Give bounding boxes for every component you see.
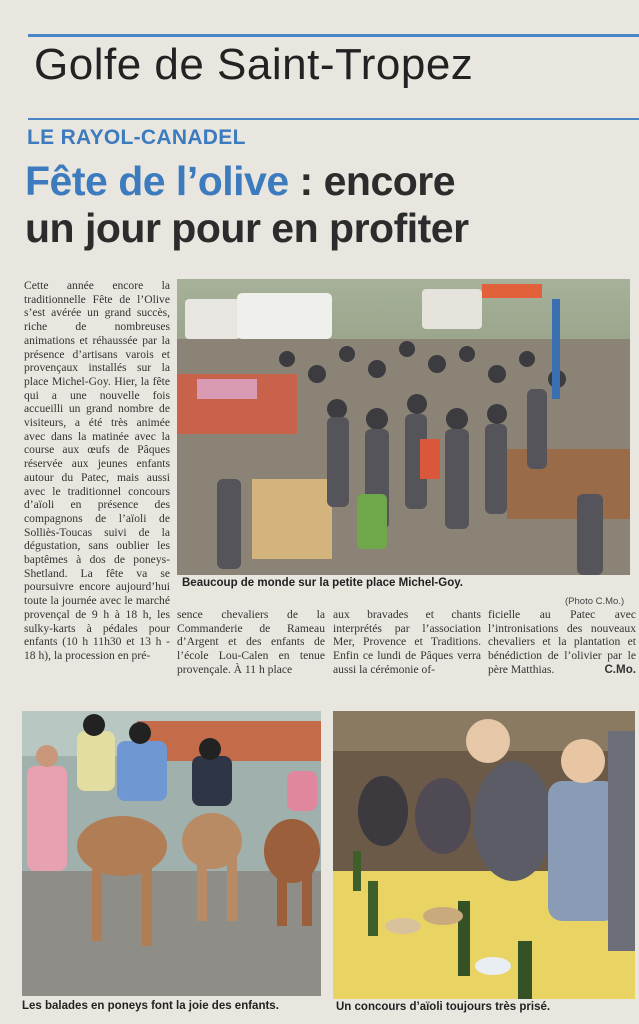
article-headline [25, 158, 469, 252]
headline-part2: : encore [288, 158, 456, 204]
article-body-col4 [488, 608, 636, 677]
aioli-photo-caption: Un concours d’aïoli toujours très prisé. [336, 1001, 551, 1013]
market-photo-graphic [177, 279, 630, 575]
ponies-photo [22, 711, 321, 996]
article-body-col2: sence chevaliers de la Commanderie de Rameau d’Argent et des enfants de l’école Lou-Calen en tenue provençale. À 11 h place [177, 608, 325, 676]
ponies-photo-graphic [22, 711, 321, 996]
article-body-col1: Cette année encore la traditionnelle Fête de l’Olive s’est avérée un grand succès, riche de nombreuses animations et réhaussée par la présence d’artisans varois et provençaux installés sur la place Michel-Goy. Hier, la fête qui a une nouvelle fois accueilli un grand nombre de visiteurs, a été très animée avec dans la matinée avec la course aux œufs de Pâques réservée aux jeunes enfants autour du Patec, mais aussi avec le traditionnel concours d’aïoli en présence des compagnons de l’aïoli de Solliès-Toucas suivi de la dégustation, sans oublier les baptêmes à dos de poneys-Shetland. La fête va se poursuivre encore aujourd’hui toute la journée avec le marché provençal de 9 h à 18 h, les sulky-karts à pédales pour enfants (10 h 11h30 et 13 h - 18 h), la procession en pré- [24, 279, 170, 662]
header-rule [28, 34, 639, 37]
article-signature: C.Mo. [604, 662, 636, 676]
kicker-rule [28, 118, 639, 120]
headline-part1: Fête de l’olive [25, 158, 289, 204]
market-photo [177, 279, 630, 575]
ponies-photo-caption: Les balades en poneys font la joie des enfants. [22, 1000, 279, 1012]
market-photo-caption: Beaucoup de monde sur la petite place Michel-Goy. [182, 577, 463, 589]
article-kicker: LE RAYOL-CANADEL [27, 126, 246, 149]
market-photo-credit: (Photo C.Mo.) [565, 596, 625, 607]
aioli-photo-graphic [333, 711, 635, 999]
article-body-col3: aux bravades et chants interprétés par l’association Mer, Provence et Traditions. Enfin ce lundi de Pâques verra aussi la cérémonie of- [333, 608, 481, 676]
aioli-photo [333, 711, 635, 999]
article-body-col4-text: ficielle au Patec avec l’intronisations des nouveaux chevaliers et la plantation et bénédiction de l’olivier par le père Matthias. [488, 608, 636, 676]
section-title: Golfe de Saint-Tropez [34, 40, 474, 89]
headline-line2: un jour pour en profiter [25, 205, 469, 251]
